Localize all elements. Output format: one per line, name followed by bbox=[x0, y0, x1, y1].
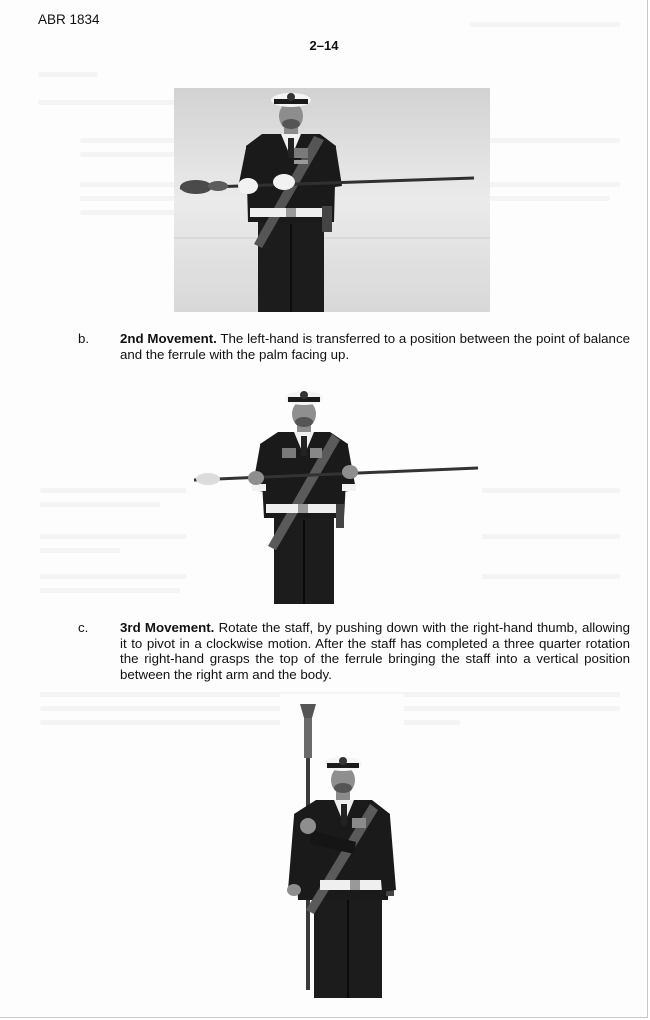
photo-first-movement bbox=[174, 88, 490, 312]
paragraph-third-movement bbox=[78, 620, 630, 684]
paragraph-label: c. bbox=[78, 620, 89, 635]
photo-second-movement bbox=[186, 386, 482, 604]
photo-third-movement bbox=[280, 694, 404, 1000]
paragraph-text: Rotate the staff, by pushing down with the right-hand thumb, allowing it to pivot in a clockwise motion. After the staff has completed a three quarter rotation the right-hand grasps the top of the ferrule bringing the staff into a vertical position between the right arm and the body. bbox=[120, 620, 630, 682]
paragraph-heading: 3rd Movement. bbox=[120, 620, 215, 635]
paragraph-second-movement bbox=[78, 331, 630, 363]
paragraph-label: b. bbox=[78, 331, 90, 346]
document-reference: ABR 1834 bbox=[38, 12, 100, 27]
paragraph-text: The left-hand is transferred to a position between the point of balance and the ferrule with the palm facing up. bbox=[120, 331, 630, 362]
page-number: 2–14 bbox=[309, 38, 339, 53]
paragraph-heading: 2nd Movement. bbox=[120, 331, 217, 346]
